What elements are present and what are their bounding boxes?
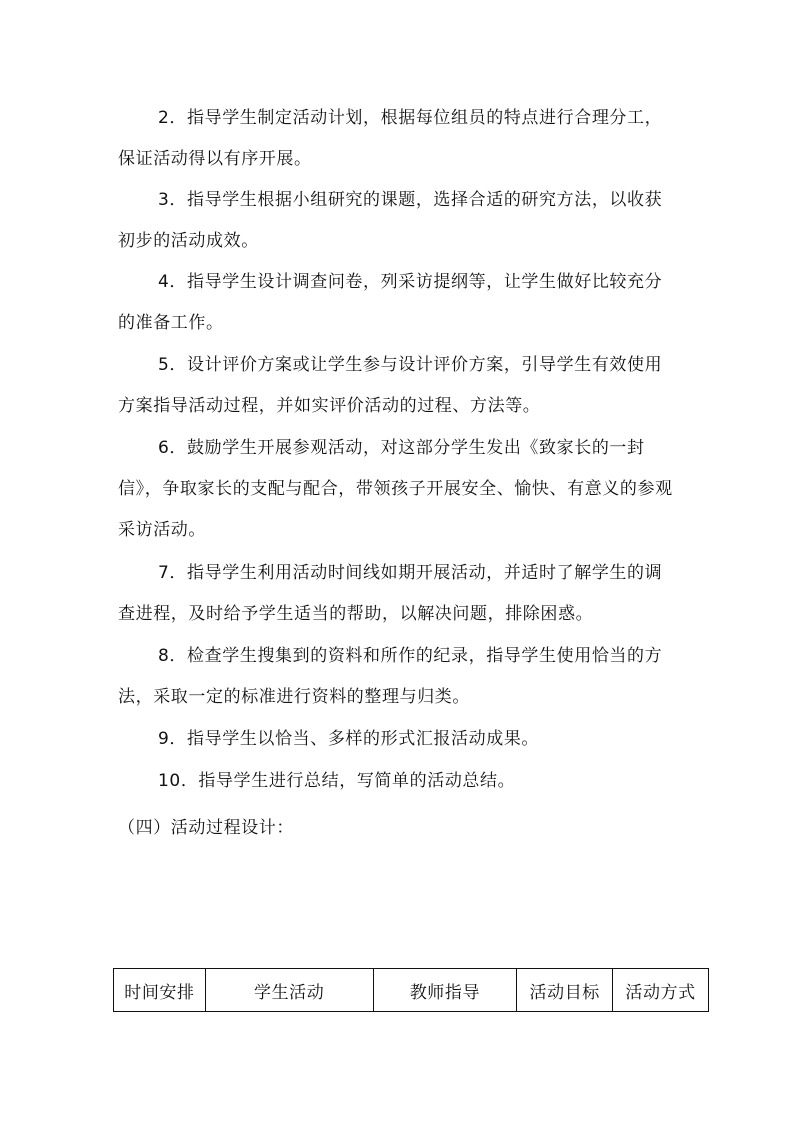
activity-plan-table (113, 968, 709, 1012)
paragraph-item-5: 5．设计评价方案或让学生参与设计评价方案，引导学生有效使用方案指导活动过程，并如实评价活动的过程、方法等。 (118, 355, 663, 416)
header-activity-goal: 活动目标 (517, 969, 613, 1012)
paragraph-item-4: 4．指导学生设计调查问卷，列采访提纲等，让学生做好比较充分的准备工作。 (118, 272, 663, 333)
section-heading: （四）活动过程设计： (118, 818, 294, 838)
paragraph-item-6: 6．鼓励学生开展参观活动，对这部分学生发出《致家长的一封信》，争取家长的支配与配合，带领孩子开展安全、愉快、有意义的参观采访活动。 (118, 438, 673, 540)
header-student-activity: 学生活动 (205, 969, 373, 1012)
header-time-arrangement: 时间安排 (114, 969, 206, 1012)
paragraph-item-3: 3．指导学生根据小组研究的课题，选择合适的研究方法，以收获初步的活动成效。 (118, 190, 663, 251)
table-header-row (114, 969, 709, 1012)
header-teacher-guidance: 教师指导 (373, 969, 517, 1012)
paragraph-item-2: 2．指导学生制定活动计划，根据每位组员的特点进行合理分工，保证活动得以有序开展。 (118, 108, 663, 169)
paragraph-item-9: 9．指导学生以恰当、多样的形式汇报活动成果。 (158, 729, 540, 749)
header-activity-method: 活动方式 (613, 969, 709, 1012)
paragraph-item-8: 8．检查学生搜集到的资料和所作的纪录，指导学生使用恰当的方法，采取一定的标准进行资料的整理与归类。 (118, 646, 663, 707)
paragraph-item-7: 7．指导学生利用活动时间线如期开展活动，并适时了解学生的调查进程，及时给予学生适当的帮助，以解决问题，排除困惑。 (118, 563, 663, 624)
paragraph-item-10: 10．指导学生进行总结，写简单的活动总结。 (158, 771, 516, 791)
